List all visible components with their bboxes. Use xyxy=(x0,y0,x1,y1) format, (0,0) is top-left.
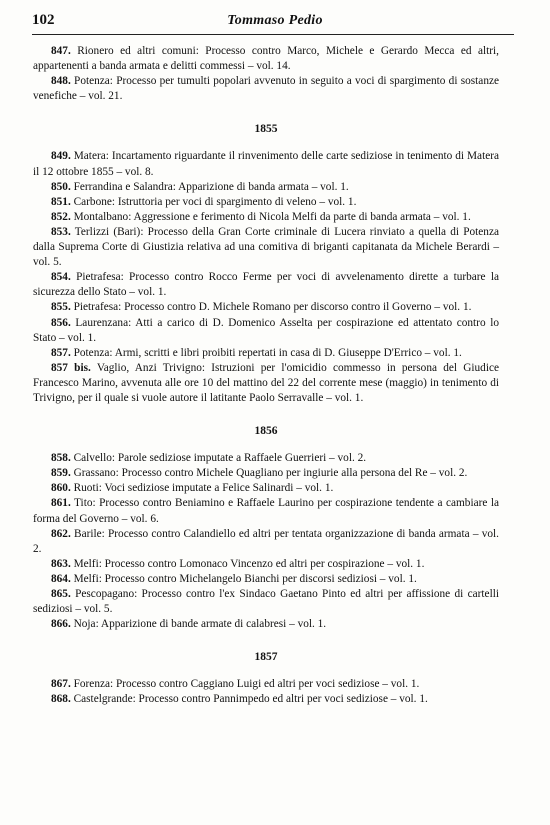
catalog-entry xyxy=(33,270,499,300)
entry-text: Pietrafesa: Processo contro Rocco Ferme per voci di avvelenamento dirette a turbare la sicurezza dello Stato – vol. 1. xyxy=(33,271,500,299)
entry-number: 850. xyxy=(51,180,71,193)
entry-number: 854. xyxy=(51,271,71,284)
entry-number: 860. xyxy=(51,482,71,495)
catalog-entry xyxy=(33,180,499,195)
catalog-entry xyxy=(33,466,499,481)
entry-number: 866. xyxy=(51,618,71,631)
entry-text: Carbone: Istruttoria per voci di spargimento di veleno – vol. 1. xyxy=(73,195,357,208)
catalog-entry xyxy=(33,210,499,225)
entry-number: 856. xyxy=(51,316,71,329)
catalog-entry xyxy=(33,74,499,104)
page-header xyxy=(32,12,518,34)
entry-number: 863. xyxy=(51,557,71,570)
catalog-entry xyxy=(33,225,499,270)
catalog-entry xyxy=(33,557,499,572)
year-heading: 1856 xyxy=(254,425,278,438)
catalog-entry xyxy=(33,527,499,557)
entry-text: Montalbano: Aggressione e ferimento di Nicola Melfi da parte di banda armata – vol. 1. xyxy=(73,210,471,223)
entry-text: Ruoti: Voci sediziose imputate a Felice Salinardi – vol. 1. xyxy=(73,482,334,495)
running-title: Tommaso Pedio xyxy=(227,13,323,28)
entry-number: 865. xyxy=(51,588,71,600)
catalog-entry xyxy=(33,572,499,587)
entry-text: Noja: Apparizione di bande armate di calabresi – vol. 1. xyxy=(73,618,327,631)
year-heading: 1855 xyxy=(254,123,278,136)
entry-number: 853. xyxy=(51,225,71,238)
entry-number: 862. xyxy=(51,527,71,540)
catalog-entry xyxy=(33,481,499,496)
entry-text: Laurenzana: Atti a carico di D. Domenico Asselta per cospirazione ed attentato contro lo Stato – vol. 1. xyxy=(33,316,499,344)
entry-text: Tito: Processo contro Beniamino e Raffaele Laurino per cospirazione tendente a cambiare la forma del Governo – vol. 6. xyxy=(33,497,499,525)
catalog-entry xyxy=(33,496,499,526)
entry-text: Melfi: Processo contro Michelangelo Bianchi per discorsi sediziosi – vol. 1. xyxy=(73,572,417,585)
entry-text: Melfi: Processo contro Lomonaco Vincenzo ed altri per cospirazione – vol. 1. xyxy=(73,557,425,570)
entry-number: 855. xyxy=(51,301,71,314)
entry-text: Pietrafesa: Processo contro D. Michele Romano per discorso contro il Governo – vol. 1. xyxy=(73,301,472,314)
entry-number: 852. xyxy=(51,210,71,223)
catalog-entry xyxy=(33,587,499,617)
catalog-entry xyxy=(33,617,499,632)
entry-text: Potenza: Armi, scritti e libri proibiti repertati in casa di D. Giuseppe D'Errico – vol. 1. xyxy=(73,346,462,359)
entry-number: 858. xyxy=(51,452,71,465)
catalog-entry xyxy=(33,300,499,315)
entry-number: 867. xyxy=(51,678,71,691)
entry-text: Terlizzi (Bari): Processo della Gran Corte criminale di Lucera rinviato a quella di Potenza dalla Suprema Corte di Giustizia relativa ad una comitiva di briganti capitanata da Michele Berardi – vol. 5. xyxy=(33,225,499,269)
entry-text: Calvello: Parole sediziose imputate a Raffaele Guerrieri – vol. 2. xyxy=(73,452,367,465)
entry-number: 848. xyxy=(51,75,71,88)
entry-number: 849. xyxy=(51,150,71,163)
catalog-entry xyxy=(33,149,499,179)
entry-number: 859. xyxy=(51,467,71,480)
page-number: 102 xyxy=(32,12,55,28)
catalog-entry xyxy=(33,346,499,361)
entry-number: 861. xyxy=(51,497,71,510)
entry-number: 851. xyxy=(51,195,71,208)
entry-text: Rionero ed altri comuni: Processo contro Marco, Michele e Gerardo Mecca ed altri, appartenenti a banda armata e delitti commessi – vol. 14. xyxy=(33,45,499,73)
entry-text: Vaglio, Anzi Trivigno: Istruzioni per l'omicidio commesso in persona del Giudice Francesco Marino, avvenuta alle ore 10 del mattino del 22 del corrente mese (maggio) in tenimento di Trivigno, per il quale si vuole autore il latitante Paolo Serravalle – vol. 1. xyxy=(33,361,499,404)
entry-text: Pescopagano: Processo contro l'ex Sindaco Gaetano Pinto ed altri per affissione di cartelli sediziosi – vol. 5. xyxy=(33,588,499,616)
entry-text: Matera: Incartamento riguardante il rinvenimento delle carte sediziose in tenimento di Matera il 12 ottobre 1855 – vol. 8. xyxy=(33,150,500,178)
catalog-entry xyxy=(33,692,499,707)
entry-number: 864. xyxy=(51,572,71,585)
catalog-entry xyxy=(33,44,499,74)
entry-text: Barile: Processo contro Calandiello ed altri per tentata organizzazione di banda armata – vol. 2. xyxy=(33,527,499,555)
entry-number: 857. xyxy=(51,346,71,359)
entry-number: 857 bis. xyxy=(51,361,91,374)
year-heading: 1857 xyxy=(254,651,278,664)
entry-number: 847. xyxy=(51,45,71,57)
entry-text: Forenza: Processo contro Caggiano Luigi ed altri per voci sediziose – vol. 1. xyxy=(73,678,420,691)
catalog-entry xyxy=(33,677,499,692)
entry-number: 868. xyxy=(51,693,71,706)
header-rule xyxy=(32,34,514,35)
entry-text: Ferrandina e Salandra: Apparizione di banda armata – vol. 1. xyxy=(73,180,349,193)
catalog-entry xyxy=(33,451,499,466)
entry-text: Potenza: Processo per tumulti popolari avvenuto in seguito a voci di spargimento di sostanze venefiche – vol. 21. xyxy=(33,75,499,103)
catalog-entry xyxy=(33,316,499,346)
catalog-entry xyxy=(33,195,499,210)
catalog-entry xyxy=(33,361,499,406)
entry-text: Castelgrande: Processo contro Pannimpedo ed altri per voci sediziose – vol. 1. xyxy=(73,693,428,706)
entries-list xyxy=(33,44,499,708)
entry-text: Grassano: Processo contro Michele Quagliano per ingiurie alla persona del Re – vol. 2. xyxy=(73,467,468,480)
